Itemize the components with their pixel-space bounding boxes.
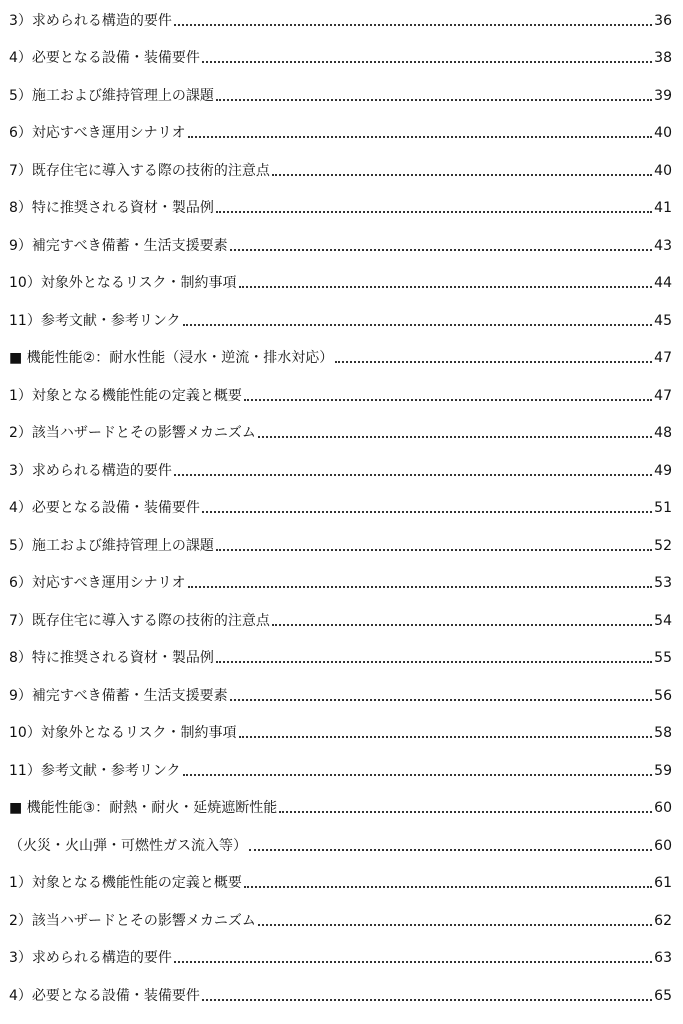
toc-entry-title: ■ 機能性能③：耐熱・耐火・延焼遮断性能: [9, 800, 278, 816]
toc-page-number: 61: [654, 875, 672, 891]
toc-entry-title: 4）必要となる設備・装備要件: [9, 988, 200, 1004]
toc-dot-leader: [244, 885, 652, 888]
toc-entry-title: 10）対象外となるリスク・制約事項: [9, 725, 237, 741]
toc-entry[interactable]: [9, 983, 672, 1005]
toc-page-number: 47: [654, 388, 672, 404]
toc-dot-leader: [230, 698, 653, 701]
toc-dot-leader: [202, 998, 652, 1001]
toc-entry[interactable]: [9, 608, 672, 630]
toc-entry-title: ■ 機能性能②：耐水性能（浸水・逆流・排水対応）: [9, 350, 334, 366]
toc-page-number: 44: [654, 275, 672, 291]
toc-entry-title: 4）必要となる設備・装備要件: [9, 500, 200, 516]
toc-entry-title: 10）対象外となるリスク・制約事項: [9, 275, 237, 291]
toc-entry-title: 2）該当ハザードとその影響メカニズム: [9, 913, 256, 929]
toc-dot-leader: [216, 548, 652, 551]
toc-page-number: 63: [654, 950, 672, 966]
toc-page-number: 45: [654, 313, 672, 329]
toc-entry[interactable]: [9, 945, 672, 967]
toc-page-number: 41: [654, 200, 672, 216]
toc-entry[interactable]: [9, 308, 672, 330]
toc-entry[interactable]: [9, 45, 672, 67]
toc-page-number: 49: [654, 463, 672, 479]
toc-entry-title: 3）求められる構造的要件: [9, 463, 172, 479]
toc-dot-leader: [335, 360, 652, 363]
toc-entry-title: 4）必要となる設備・装備要件: [9, 50, 200, 66]
toc-page-number: 55: [654, 650, 672, 666]
toc-page-number: 59: [654, 763, 672, 779]
toc-page-number: 38: [654, 50, 672, 66]
toc-entry-title: 1）対象となる機能性能の定義と概要: [9, 388, 242, 404]
toc-page-number: 36: [654, 13, 672, 29]
toc-entry[interactable]: [9, 720, 672, 742]
toc-page-number: 65: [654, 988, 672, 1004]
toc-dot-leader: [188, 585, 653, 588]
toc-entry-title: 7）既存住宅に導入する際の技術的注意点: [9, 613, 270, 629]
toc-page-number: 60: [654, 838, 672, 854]
toc-dot-leader: [272, 173, 652, 176]
toc-dot-leader: [216, 210, 652, 213]
toc-entry[interactable]: [9, 495, 672, 517]
toc-entry-title: 9）補完すべき備蓄・生活支援要素: [9, 238, 228, 254]
toc-entry-title: 2）該当ハザードとその影響メカニズム: [9, 425, 256, 441]
toc-entry-title: （火災・火山弾・可燃性ガス流入等）: [9, 838, 247, 854]
toc-page-number: 62: [654, 913, 672, 929]
toc-page-number: 53: [654, 575, 672, 591]
toc-dot-leader: [216, 660, 652, 663]
toc-entry-title: 6）対応すべき運用シナリオ: [9, 125, 186, 141]
toc-entry[interactable]: [9, 83, 672, 105]
toc-dot-leader: [230, 248, 653, 251]
toc-page-number: 51: [654, 500, 672, 516]
toc-page-number: 40: [654, 125, 672, 141]
toc-dot-leader: [174, 473, 652, 476]
toc-page-number: 54: [654, 613, 672, 629]
toc-entry-title: 8）特に推奨される資材・製品例: [9, 650, 214, 666]
toc-entry[interactable]: [9, 645, 672, 667]
toc-dot-leader: [244, 398, 652, 401]
toc-dot-leader: [216, 98, 652, 101]
toc-section-subheading[interactable]: [9, 833, 672, 855]
toc-entry[interactable]: [9, 158, 672, 180]
toc-entry-title: 11）参考文献・参考リンク: [9, 313, 181, 329]
toc-dot-leader: [202, 510, 652, 513]
toc-entry[interactable]: [9, 8, 672, 30]
toc-entry[interactable]: [9, 870, 672, 892]
toc-page-number: 52: [654, 538, 672, 554]
toc-page-number: 60: [654, 800, 672, 816]
toc-entry-title: 9）補完すべき備蓄・生活支援要素: [9, 688, 228, 704]
toc-entry[interactable]: [9, 533, 672, 555]
toc-dot-leader: [249, 848, 652, 851]
toc-dot-leader: [239, 285, 653, 288]
toc-entry-title: 3）求められる構造的要件: [9, 950, 172, 966]
toc-entry-title: 7）既存住宅に導入する際の技術的注意点: [9, 163, 270, 179]
toc-page-number: 40: [654, 163, 672, 179]
toc-section-heading[interactable]: [9, 795, 672, 817]
toc-page-number: 47: [654, 350, 672, 366]
toc-page-number: 58: [654, 725, 672, 741]
toc-dot-leader: [174, 960, 652, 963]
toc-entry-title: 1）対象となる機能性能の定義と概要: [9, 875, 242, 891]
toc-entry[interactable]: [9, 270, 672, 292]
toc-entry[interactable]: [9, 458, 672, 480]
toc-entry-title: 11）参考文献・参考リンク: [9, 763, 181, 779]
toc-entry[interactable]: [9, 195, 672, 217]
toc-entry-title: 8）特に推奨される資材・製品例: [9, 200, 214, 216]
toc-entry[interactable]: [9, 570, 672, 592]
toc-entry[interactable]: [9, 233, 672, 255]
toc-dot-leader: [279, 810, 652, 813]
toc-dot-leader: [183, 323, 653, 326]
toc-dot-leader: [258, 435, 652, 438]
toc-entry[interactable]: [9, 908, 672, 930]
toc-page-number: 56: [654, 688, 672, 704]
toc-entry-title: 5）施工および維持管理上の課題: [9, 88, 214, 104]
toc-dot-leader: [258, 923, 652, 926]
toc-entry[interactable]: [9, 383, 672, 405]
toc-page-number: 39: [654, 88, 672, 104]
toc-dot-leader: [239, 735, 653, 738]
toc-entry[interactable]: [9, 683, 672, 705]
toc-entry[interactable]: [9, 758, 672, 780]
toc-entry-title: 5）施工および維持管理上の課題: [9, 538, 214, 554]
toc-entry[interactable]: [9, 420, 672, 442]
toc-dot-leader: [174, 23, 652, 26]
toc-entry-title: 6）対応すべき運用シナリオ: [9, 575, 186, 591]
toc-entry-title: 3）求められる構造的要件: [9, 13, 172, 29]
toc-dot-leader: [183, 773, 653, 776]
toc-dot-leader: [272, 623, 652, 626]
toc-entry[interactable]: [9, 120, 672, 142]
toc-page-number: 48: [654, 425, 672, 441]
toc-page-number: 43: [654, 238, 672, 254]
toc-dot-leader: [202, 60, 652, 63]
toc-section-heading[interactable]: [9, 345, 672, 367]
toc-dot-leader: [188, 135, 653, 138]
